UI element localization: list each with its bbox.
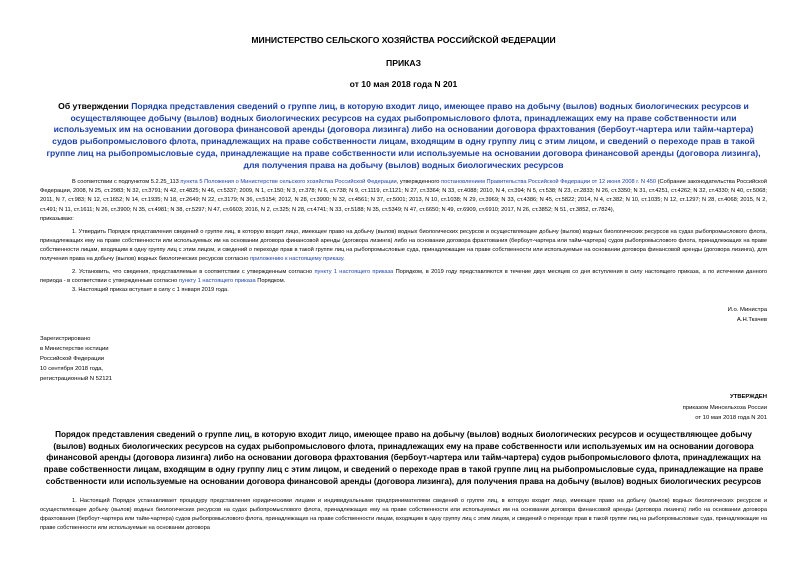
item-1-text: 1. Утвердить Порядок представления сведений о группе лиц, в которую входит лицо, имеющее право на добычу (вылов) водных биологических ресурсов и осуществляющее добычу (вылов) водных биологических ресурсов на судах рыбопромыслового флота, принадлежащих ему на праве собственности или используемых им на основании договора финансовой аренды (договора лизинга) либо на основании договора фрахтования (бербоут-чартера или тайм-чартера) судов рыбопромыслового флота, принадлежащих на праве собственности лицам, входящим в одну группу лиц с этим лицом, и сведений о переходе прав в такой группе лиц на рыбопромысловые суда, принадлежащие на праве собственности или используемые на основании договора финансовой аренды (договора лизинга), для получения права на добычу (вылов) водных биологических ресурсов согласно: [40, 228, 767, 262]
approval-line-1: приказом Минсельхоза России: [682, 404, 767, 411]
regulation-link[interactable]: пункта 5 Положения о Министерстве сельского хозяйства Российской Федерации: [180, 179, 397, 186]
procedure-title: Порядок представления сведений о группе лиц, в которую входит лицо, имеющее право на добычу (вылов) водных биологических ресурсов и осуществляющее добычу (вылов) водных биологических ресурсов на судах рыбопромыслового флота, принадлежащих ему на праве собственности или используемых им на основании договора финансовой аренды (договора лизинга) либо на основании договора фрахтования (бербоут-чартера или тайм-чартера) судов рыбопромыслового флота, принадлежащих на праве собственности лицам, входящим в одну группу лиц с этим лицом, и сведений о переходе прав в такой группе лиц на рыбопромысловые суда, принадлежащие на праве собственности или используемые на основании договора финансовой аренды (договора лизинга), для получения права на добычу (вылов) водных биологических ресурсов: [43, 430, 764, 486]
registration-line-5: регистрационный N 52121: [40, 376, 113, 383]
item-1: [40, 228, 767, 264]
item-3: 3. Настоящий приказ вступает в силу с 1 января 2019 года.: [72, 287, 229, 294]
preamble-text-3: (Собрание законодательства Российской Федерации, 2008, N 25, ст.2983; N 32, ст.3791; N 42, ст.4825; N 46, ст.5337; 2009, N 1, ст.150; N 3, ст.378; N 6, ст.738; N 9, ст.1119, ст.1121; N 27, ст.3364; N 33, ст.4088; 2010, N 4, ст.394; N 5, ст.538; N 23, ст.2833; N 26, ст.3350; N 31, ст.4251, ст.4262; N 32, ст.4330; N 40, ст.5068; 2011, N 7, ст.983; N 12, ст.1652; N 14, ст.1935; N 18, ст.2649; N 22, ст.3179; N 36, ст.5154; 2012, N 28, ст.3900; N 32, ст.4561; N 37, ст.5001; 2013, N 10, ст.1038; N 29, ст.3969; N 33, ст.4386; N 45, ст.5822; 2014, N 4, ст.382; N 10, ст.1035; N 12, ст.1297; N 28, ст.4068; 2015, N 2, ст.491; N 11, ст.1611; N 26, ст.3900; N 35, ст.4981; N 38, ст.5297; N 47, ст.6603; 2016, N 2, ст.325; N 28, ст.4741; N 33, ст.5188; N 35, ст.5349; N 47, ст.6650; N 49, ст.6909, ст.6910; 2017, N 26, ст.3852; N 51, ст.3852, ст.7824),: [40, 179, 767, 213]
preamble-paragraph: [40, 178, 767, 214]
preamble-text-2: , утвержденного: [396, 179, 440, 186]
approval-block: [40, 392, 767, 423]
item-2-text: 2. Установить, что сведения, представляемые в соответствии с утвержденным согласно: [72, 269, 313, 276]
title-procedure-link[interactable]: Порядка представления сведений о группе лиц, в которую входит лицо, имеющее право на добычу (вылов) водных биологических ресурсов и осуществляющее добычу (вылов) водных биологических ресурсов на судах рыбопромыслового флота, принадлежащих ему на праве собственности или используемых им на основании договора финансовой аренды (договора лизинга) либо на основании договора фрахтования (бербоут-чартера или тайм-чартера) судов рыбопромыслового флота, принадлежащих на праве собственности лицам, входящим в одну группу лиц с этим лицом, и сведений о переходе прав в такой группе лиц на рыбопромысловые суда, принадлежащие на праве собственности или используемые на основании договора финансовой аренды (договора лизинга), для получения права на добычу (вылов) водных биологических ресурсов: [46, 101, 761, 170]
title-prefix: Об утверждении: [58, 101, 129, 111]
signer-role: И.о. Министра: [727, 307, 767, 314]
registration-line-3: Российской Федерации: [40, 356, 105, 363]
document-type: ПРИКАЗ: [386, 58, 421, 68]
document-date: от 10 мая 2018 года N 201: [349, 79, 458, 89]
procedure-paragraph-1: 1. Настоящий Порядок устанавливает процедуру представления юридическими лицами и индивидуальными предпринимателями сведений о группе лиц, в которую входит лицо, имеющее право на добычу (вылов) водных биологических ресурсов и осуществляющее добычу (вылов) водных биологических ресурсов на судах рыбопромыслового флота, принадлежащих ему на праве собственности или используемых им на основании договора финансовой аренды (договора лизинга) либо на основании договора фрахтования (бербоут-чартера или тайм-чартера) судов рыбопромыслового флота, принадлежащих на праве собственности лицам, входящим в одну группу лиц с этим лицом, и сведений о переходе прав в такой группе лиц на рыбопромысловые суда, принадлежащие на праве собственности или используемые на основании договора: [40, 498, 767, 532]
registration-line-1: Зарегистрировано: [40, 336, 91, 343]
item-2-end: Порядком.: [255, 278, 286, 285]
document-page: [40, 28, 767, 534]
approval-heading: УТВЕРЖДЕН: [729, 394, 767, 401]
registration-line-2: в Министерстве юстиции: [40, 346, 109, 353]
preamble-text-1: В соответствии с подпунктом 5.2.25_113: [72, 179, 179, 186]
item-2: [40, 268, 767, 286]
order-title: [40, 101, 767, 171]
appendix-link[interactable]: приложению к настоящему приказу: [249, 255, 344, 262]
approval-line-2: от 10 мая 2018 года N 201: [695, 414, 767, 421]
item-1-end: .: [343, 255, 345, 262]
registration-line-4: 10 сентября 2018 года,: [40, 366, 104, 373]
ministry-name: МИНИСТЕРСТВО СЕЛЬСКОГО ХОЗЯЙСТВА РОССИЙСКОЙ ФЕДЕРАЦИИ: [251, 35, 556, 45]
signer-name: А.Н.Ткачев: [736, 317, 767, 324]
government-decree-link[interactable]: постановлением Правительства Российской Федерации от 12 июня 2008 г. N 450: [441, 179, 657, 186]
item-1-ref-link[interactable]: пункту 1 настоящего приказа: [314, 269, 394, 276]
registration-block: [40, 334, 767, 384]
signature-block: [40, 305, 767, 325]
preamble-order-word: приказываю:: [40, 215, 74, 222]
item-2-mid: Порядком, в 2019 году представляются в течение двух месяцев со дня вступления в силу настоящего приказа, а по истечении данного периода - в соответствии с утвержденным согласно: [40, 269, 767, 285]
item-1-ref-link-2[interactable]: пункту 1 настоящего приказа: [178, 278, 256, 285]
